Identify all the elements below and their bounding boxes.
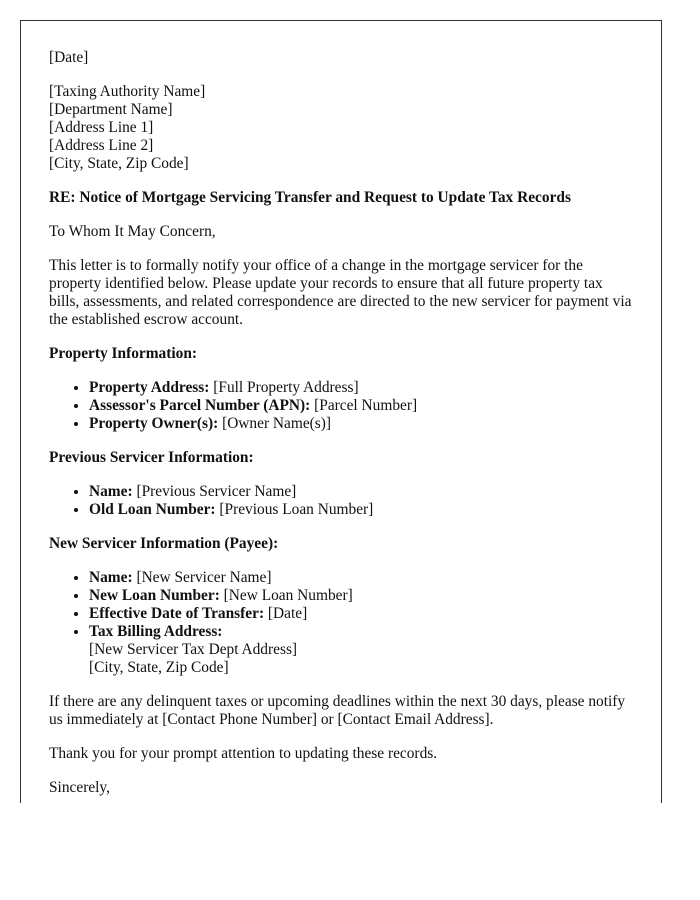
letter-page (20, 20, 662, 803)
new-servicer-list (49, 569, 633, 677)
previous-servicer-list (49, 483, 633, 519)
item-value: [Owner Name(s)] (218, 415, 332, 432)
item-label: New Loan Number: (89, 587, 220, 604)
closing: Sincerely, (49, 779, 110, 796)
tax-billing-address-line-2: [City, State, Zip Code] (89, 659, 229, 676)
recipient-address-line-2: [Address Line 2] (49, 137, 154, 154)
item-value: [New Servicer Name] (132, 569, 272, 586)
letter-date: [Date] (49, 49, 89, 66)
new-servicer-heading: New Servicer Information (Payee): (49, 535, 279, 552)
list-item (89, 623, 633, 677)
thanks-paragraph: Thank you for your prompt attention to updating these records. (49, 745, 438, 762)
list-item (89, 379, 633, 397)
salutation: To Whom It May Concern, (49, 223, 216, 240)
intro-paragraph: This letter is to formally notify your office of a change in the mortgage servicer for the property identified below. Please update your records to ensure that all future property tax bills, assessments, and related correspondence are directed to the new servicer for payment via the established escrow account. (49, 257, 632, 328)
item-value: [Parcel Number] (310, 397, 418, 414)
item-label: Old Loan Number: (89, 501, 216, 518)
item-label: Tax Billing Address: (89, 623, 223, 640)
list-item (89, 587, 633, 605)
item-value: [Date] (264, 605, 308, 622)
recipient-address-block (49, 83, 633, 173)
item-label: Name: (89, 569, 133, 586)
item-label: Property Owner(s): (89, 415, 219, 432)
recipient-city-state-zip: [City, State, Zip Code] (49, 155, 189, 172)
subject-line: RE: Notice of Mortgage Servicing Transfer and Request to Update Tax Records (49, 189, 571, 206)
recipient-department: [Department Name] (49, 101, 173, 118)
list-item (89, 415, 633, 433)
tax-billing-address-line-1: [New Servicer Tax Dept Address] (89, 641, 298, 658)
list-item (89, 397, 633, 415)
item-label: Assessor's Parcel Number (APN): (89, 397, 311, 414)
item-label: Name: (89, 483, 133, 500)
list-item (89, 569, 633, 587)
property-info-list (49, 379, 633, 433)
item-value: [New Loan Number] (219, 587, 353, 604)
item-value: [Full Property Address] (209, 379, 359, 396)
previous-servicer-heading: Previous Servicer Information: (49, 449, 254, 466)
property-info-heading: Property Information: (49, 345, 198, 362)
contact-paragraph: If there are any delinquent taxes or upcoming deadlines within the next 30 days, please notify us immediately at [Contact Phone Number] or [Contact Email Address]. (49, 693, 626, 728)
list-item (89, 483, 633, 501)
item-value: [Previous Loan Number] (215, 501, 374, 518)
page-clip (20, 20, 662, 803)
list-item (89, 605, 633, 623)
item-label: Effective Date of Transfer: (89, 605, 265, 622)
list-item (89, 501, 633, 519)
item-value: [Previous Servicer Name] (132, 483, 297, 500)
item-label: Property Address: (89, 379, 210, 396)
recipient-authority-name: [Taxing Authority Name] (49, 83, 206, 100)
recipient-address-line-1: [Address Line 1] (49, 119, 154, 136)
